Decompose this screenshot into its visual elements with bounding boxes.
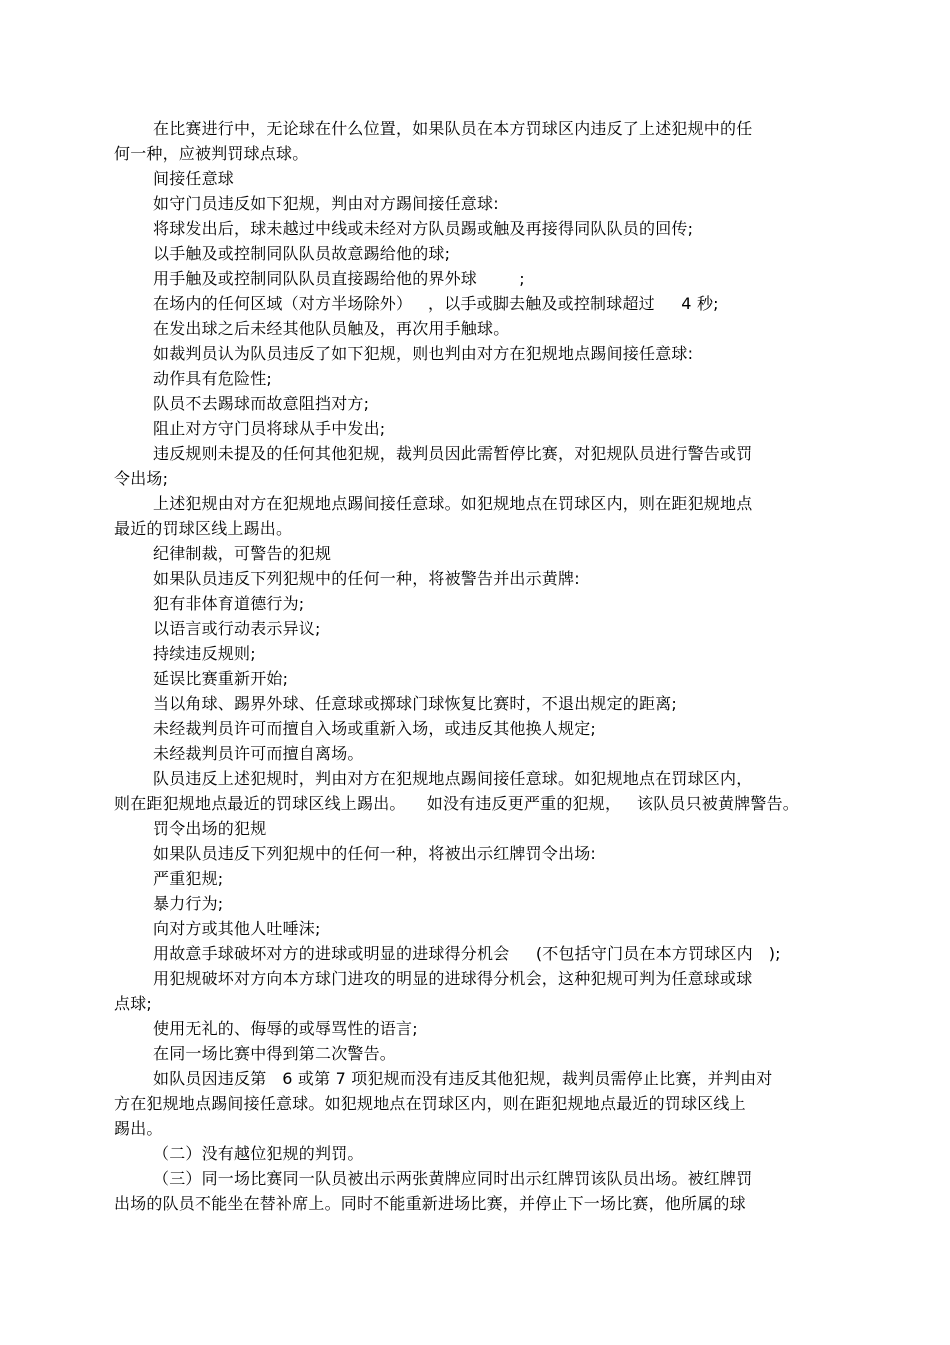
text-line-10: 如裁判员认为队员违反了如下犯规，则也判由对方在犯规地点踢间接任意球: xyxy=(153,344,694,363)
text-line-43: （三）同一场比赛同一队员被出示两张黄牌应同时出示红牌罚该队员出场。被红牌罚 xyxy=(153,1169,753,1188)
text-line-20: 犯有非体育道德行为; xyxy=(153,594,305,613)
text-line-21: 以语言或行动表示异议; xyxy=(153,619,321,638)
text-line-44: 出场的队员不能坐在替补席上。同时不能重新进场比赛，并停止下一场比赛，他所属的球 xyxy=(114,1194,746,1213)
text-line-25: 未经裁判员许可而擅自入场或重新入场，或违反其他换人规定; xyxy=(153,719,596,738)
text-line-15: 令出场; xyxy=(114,469,169,488)
text-line-32: 暴力行为; xyxy=(153,894,224,913)
text-line-16: 上述犯规由对方在犯规地点踢间接任意球。如犯规地点在罚球区内，则在距犯规地点 xyxy=(153,494,753,513)
text-line-3: 间接任意球 xyxy=(153,169,235,188)
text-line-22: 持续违反规则; xyxy=(153,644,256,663)
text-line-29: 罚令出场的犯规 xyxy=(153,819,267,838)
text-line-19: 如果队员违反下列犯规中的任何一种，将被警告并出示黄牌: xyxy=(153,569,580,588)
text-line-6: 以手触及或控制同队队员故意踢给他的球; xyxy=(153,244,451,263)
text-line-12: 队员不去踢球而故意阻挡对方; xyxy=(153,394,370,413)
text-line-9: 在发出球之后未经其他队员触及，再次用手触球。 xyxy=(153,319,510,338)
text-line-11: 动作具有危险性; xyxy=(153,369,272,388)
text-line-42: （二）没有越位犯规的判罚。 xyxy=(153,1144,364,1163)
text-line-34: 用故意手球破坏对方的进球或明显的进球得分机会 (不包括守门员在本方罚球区内 ); xyxy=(153,944,781,963)
text-line-38: 在同一场比赛中得到第二次警告。 xyxy=(153,1044,397,1063)
text-line-5: 将球发出后，球未越过中线或未经对方队员踢或触及再接得同队队员的回传; xyxy=(153,219,694,238)
text-line-1: 在比赛进行中，无论球在什么位置，如果队员在本方罚球区内违反了上述犯规中的任 xyxy=(153,119,753,138)
text-line-31: 严重犯规; xyxy=(153,869,224,888)
text-line-39: 如队员因违反第 6 或第 7 项犯规而没有违反其他犯规，裁判员需停止比赛，并判由对 xyxy=(153,1069,773,1088)
text-line-2: 何一种，应被判罚球点球。 xyxy=(114,144,309,163)
text-line-26: 未经裁判员许可而擅自离场。 xyxy=(153,744,364,763)
text-line-28: 则在距犯规地点最近的罚球区线上踢出。 如没有违反更严重的犯规， 该队员只被黄牌警告。 xyxy=(114,794,800,813)
text-line-23: 延误比赛重新开始; xyxy=(153,669,289,688)
text-line-30: 如果队员违反下列犯规中的任何一种，将被出示红牌罚令出场: xyxy=(153,844,596,863)
text-line-14: 违反规则未提及的任何其他犯规，裁判员因此需暂停比赛，对犯规队员进行警告或罚 xyxy=(153,444,753,463)
text-line-27: 队员违反上述犯规时，判由对方在犯规地点踢间接任意球。如犯规地点在罚球区内， xyxy=(153,769,753,788)
text-line-35: 用犯规破坏对方向本方球门进攻的明显的进球得分机会，这种犯规可判为任意球或球 xyxy=(153,969,753,988)
text-line-33: 向对方或其他人吐唾沫; xyxy=(153,919,321,938)
text-line-17: 最近的罚球区线上踢出。 xyxy=(114,519,293,538)
text-line-18: 纪律制裁，可警告的犯规 xyxy=(153,544,332,563)
text-line-7: 用手触及或控制同队队员直接踢给他的界外球 ; xyxy=(153,269,525,288)
text-line-8: 在场内的任何区域（对方半场除外） ，以手或脚去触及或控制球超过 4 秒; xyxy=(153,294,719,313)
text-line-13: 阻止对方守门员将球从手中发出; xyxy=(153,419,386,438)
text-line-40: 方在犯规地点踢间接任意球。如犯规地点在罚球区内，则在距犯规地点最近的罚球区线上 xyxy=(114,1094,746,1113)
text-line-4: 如守门员违反如下犯规，判由对方踢间接任意球: xyxy=(153,194,499,213)
text-line-36: 点球; xyxy=(114,994,152,1013)
text-line-41: 踢出。 xyxy=(114,1119,163,1138)
text-line-37: 使用无礼的、侮辱的或辱骂性的语言; xyxy=(153,1019,418,1038)
text-line-24: 当以角球、踢界外球、任意球或掷球门球恢复比赛时，不退出规定的距离; xyxy=(153,694,677,713)
